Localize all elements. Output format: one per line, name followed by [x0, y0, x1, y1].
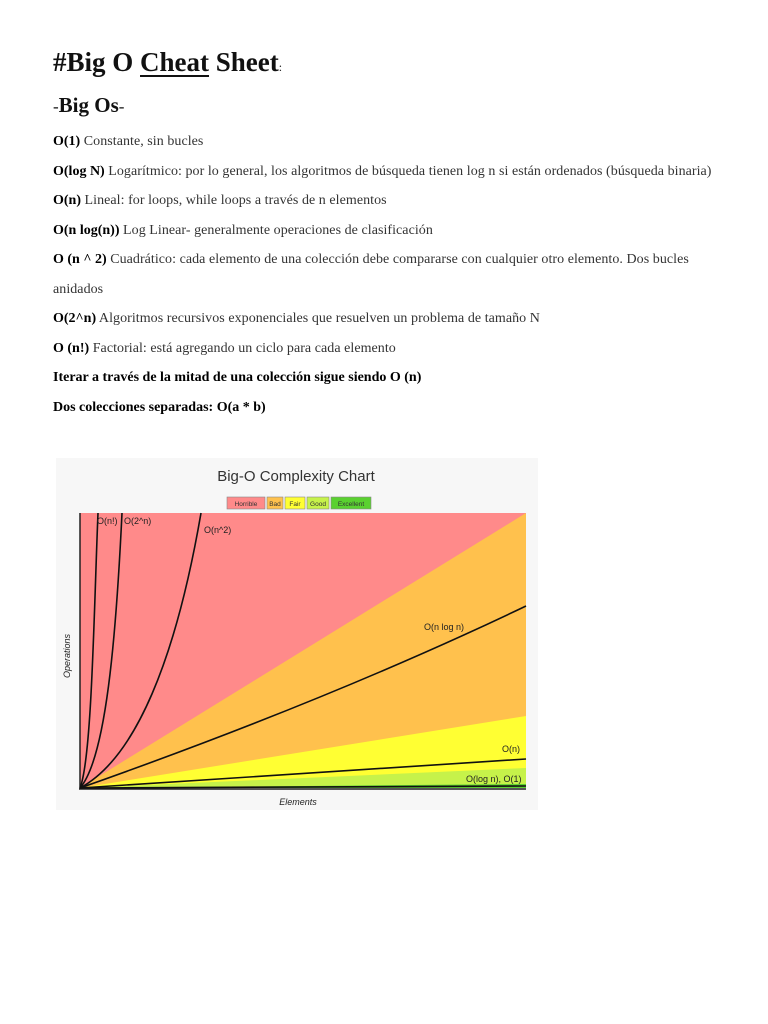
- notation-description: Cuadrático: cada elemento de una colección debe compararse con cualquier otro elemento. Dos bucles anidados: [53, 252, 689, 297]
- legend-label-good: Good: [310, 501, 326, 508]
- notation-label: O(log N): [53, 163, 105, 179]
- big-o-list: [53, 127, 721, 422]
- list-item: [53, 304, 721, 334]
- notation-label: Iterar a través de la mitad de una colección sigue siendo O (n): [53, 370, 422, 385]
- notation-label: O (n!): [53, 340, 90, 356]
- heading-tail-dash: -: [118, 97, 125, 116]
- notation-label: Dos colecciones separadas: O(a * b): [53, 399, 266, 415]
- chart-svg: [56, 458, 538, 810]
- big-o-complexity-chart: [56, 458, 538, 810]
- list-item: [53, 334, 721, 364]
- title-colon: :: [278, 60, 283, 74]
- notation-label: O(n log(n)): [53, 222, 120, 238]
- title-prefix: #Big O: [53, 47, 141, 77]
- page-title: [53, 44, 721, 80]
- heading-lead-dash: -: [53, 97, 59, 116]
- x-axis-label: Elements: [279, 797, 317, 807]
- notation-description: Factorial: está agregando un ciclo para cada elemento: [89, 340, 396, 356]
- notation-description: Constante, sin bucles: [80, 134, 204, 149]
- notation-description: Log Linear- generalmente operaciones de clasificación: [119, 222, 433, 238]
- list-item: [53, 216, 721, 246]
- legend-label-fair: Fair: [289, 501, 301, 508]
- notation-label: O(n): [53, 193, 81, 208]
- series-label-quadratic: O(n^2): [204, 525, 232, 535]
- list-item: [53, 157, 721, 187]
- legend-label-horrible: Horrible: [234, 501, 258, 508]
- notation-label: O(1): [53, 134, 81, 149]
- list-item: [53, 127, 721, 157]
- notation-label: O(2^n): [53, 311, 97, 326]
- legend-label-excellent: Excellent: [337, 501, 365, 508]
- list-item: [53, 186, 721, 216]
- series-label-exponential: O(2^n): [124, 516, 152, 526]
- series-label-linear: O(n): [502, 744, 520, 754]
- notation-description: Logarítmico: por lo general, los algoritmos de búsqueda tienen log n si están ordenados (búsqueda binaria): [104, 163, 712, 179]
- notation-label: O (n ^ 2): [53, 252, 107, 267]
- y-axis-label: Operations: [62, 633, 72, 679]
- heading-text: Big Os: [58, 93, 119, 117]
- chart-legend: [227, 497, 371, 509]
- list-item: [53, 245, 721, 304]
- series-label-factorial: O(n!): [97, 516, 118, 526]
- series-label-logarithmic-constant: O(log n), O(1): [466, 774, 522, 784]
- chart-title: Big-O Complexity Chart: [217, 468, 375, 485]
- document-page: [53, 44, 721, 415]
- section-heading: [53, 93, 124, 118]
- notation-description: Lineal: for loops, while loops a través de n elementos: [81, 193, 387, 208]
- notation-description: Algoritmos recursivos exponenciales que resuelven un problema de tamaño N: [96, 311, 540, 326]
- title-underlined-word: Cheat: [140, 47, 210, 77]
- title-suffix: Sheet: [209, 47, 279, 77]
- series-label-linearithmic: O(n log n): [424, 622, 465, 632]
- legend-label-bad: Bad: [269, 501, 281, 508]
- list-item: [53, 363, 721, 393]
- list-item: [53, 393, 721, 423]
